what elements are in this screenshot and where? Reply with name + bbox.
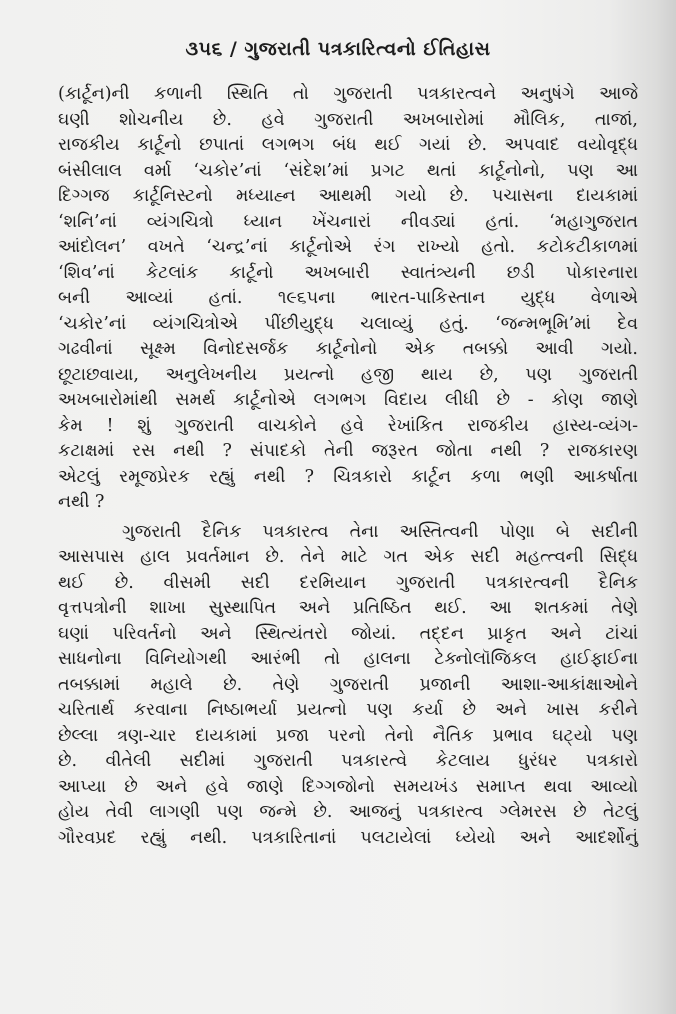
text-line: ગૌરવપ્રદ રહ્યું નથી. પત્રકારિતાનાં પલટાયેલાં ધ્યેયો અને આદર્શોનું <box>58 827 638 848</box>
text-line: ગઢવીનાં સૂક્ષ્મ વિનોદસર્જક કાર્ટૂનોનો એક તબક્કો આવી ગયો. <box>58 339 638 359</box>
text-line: કેમ ! શું ગુજરાતી વાચકોને હવે રેખાંકિત રાજકીય હાસ્ય-વ્યંગ- <box>58 415 638 436</box>
text-line: અખબારોમાંથી સમર્થ કાર્ટૂનોએ લગભગ વિદાય લીધી છે - કોણ જાણે <box>58 390 638 410</box>
text-line: એટલું રમૂજપ્રેરક રહ્યું નથી ? ચિત્રકારો કાર્ટૂન કળા ભણી આકર્ષાતા <box>58 466 638 487</box>
text-line: ‘શનિ’નાં વ્યંગચિત્રો ધ્યાન ખેંચનારાં નીવડ્યાં હતાં. ‘મહાગુજરાત <box>58 211 638 232</box>
text-line: આપ્યા છે અને હવે જાણે દિગ્ગજોનો સમયખંડ સમાપ્ત થવા આવ્યો <box>58 776 638 797</box>
text-line: ચરિતાર્થ કરવાના નિષ્ઠાભર્યા પ્રયત્નો પણ કર્યા છે અને ખાસ કરીને <box>58 700 638 720</box>
text-line: થઈ છે. વીસમી સદી દરમિયાન ગુજરાતી પત્રકારત્વની દૈનિક <box>58 572 638 593</box>
paragraph-cartoon-decline <box>58 82 638 516</box>
text-line: કટાક્ષમાં રસ નથી ? સંપાદકો તેની જરૂરત જોતા નથી ? રાજકારણ <box>58 441 638 461</box>
running-header: ૩૫૬ / ગુજરાતી પત્રકારિત્વનો ઈતિહાસ <box>185 38 491 60</box>
text-line: આંદોલન’ વખતે ‘ચન્દ્ર’નાં કાર્ટૂનોએ રંગ રાખ્યો હતો. કટોકટીકાળમાં <box>58 237 638 257</box>
text-line: હોય તેવી લાગણી પણ જન્મે છે. આજનું પત્રકારત્વ ગ્લેમરસ છે તેટલું <box>58 802 638 822</box>
text-line: ‘શિવ’નાં કેટલાંક કાર્ટૂનો અખબારી સ્વાતંત્ર્યની છડી પોકારનારા <box>58 262 638 283</box>
text-line: નથી ? <box>58 492 105 512</box>
text-line: ઘણી શોચનીય છે. હવે ગુજરાતી અખબારોમાં મૌલિક, તાજાં, <box>58 109 638 130</box>
text-line: છેલ્લા ત્રણ-ચાર દાયકામાં પ્રજા પરનો તેનો નૈતિક પ્રભાવ ઘટ્યો પણ <box>58 725 638 746</box>
text-line: ગુજરાતી દૈનિક પત્રકારત્વ તેના અસ્તિત્વની પોણા બે સદીની <box>122 521 638 542</box>
text-line: તબક્કામાં મહાલે છે. તેણે ગુજરાતી પ્રજાની આશા-આકાંક્ષાઓને <box>58 674 638 695</box>
text-line: ઘણાં પરિવર્તનો અને સ્થિત્યંતરો જોયાં. તદ્દન પ્રાકૃત અને ટાંચાં <box>58 623 638 644</box>
text-line: (કાર્ટૂન)ની કળાની સ્થિતિ તો ગુજરાતી પત્રકારત્વને અનુષંગે આજે <box>58 84 638 104</box>
text-line: આસપાસ હાલ પ્રવર્તમાન છે. તેને માટે ગત એક સદી મહત્ત્વની સિદ્ધ <box>58 547 638 567</box>
text-line: છૂટાછવાયા, અનુલેખનીય પ્રયત્નો હજી થાય છે, પણ ગુજરાતી <box>58 364 638 385</box>
text-line: રાજકીય કાર્ટૂનો છપાતાં લગભગ બંધ થઈ ગયાં છે. અપવાદ વયોવૃદ્ધ <box>58 135 638 155</box>
text-line: બની આવ્યાં હતાં. ૧૯૬૫ના ભારત-પાકિસ્તાન યુદ્ધ વેળાએ <box>58 288 638 308</box>
text-line: વૃત્તપત્રોની શાખા સુસ્થાપિત અને પ્રતિષ્ઠિત થઈ. આ શતકમાં તેણે <box>58 598 638 618</box>
text-line: ‘ચકોર’નાં વ્યંગચિત્રોએ પીંછીયુદ્ધ ચલાવ્યું હતું. ‘જન્મભૂમિ’માં દેવ <box>58 313 638 334</box>
text-line: છે. વીતેલી સદીમાં ગુજરાતી પત્રકારત્વે કેટલાય ધુરંધર પત્રકારો <box>58 751 638 771</box>
text-line: દિગ્ગજ કાર્ટૂનિસ્ટનો મધ્યાહ્ન આથમી ગયો છે. પચાસના દાયકામાં <box>58 186 638 206</box>
text-line: સાધનોના વિનિયોગથી આરંભી તો હાલના ટેક્નોલૉજિકલ હાઈફાઈના <box>58 649 638 669</box>
body-text <box>58 82 638 851</box>
paragraph-daily-journalism <box>58 520 638 852</box>
text-line: બંસીલાલ વર્મા ‘ચકોર’નાં ‘સંદેશ’માં પ્રગટ થતાં કાર્ટૂનોનો, પણ આ <box>58 160 638 181</box>
